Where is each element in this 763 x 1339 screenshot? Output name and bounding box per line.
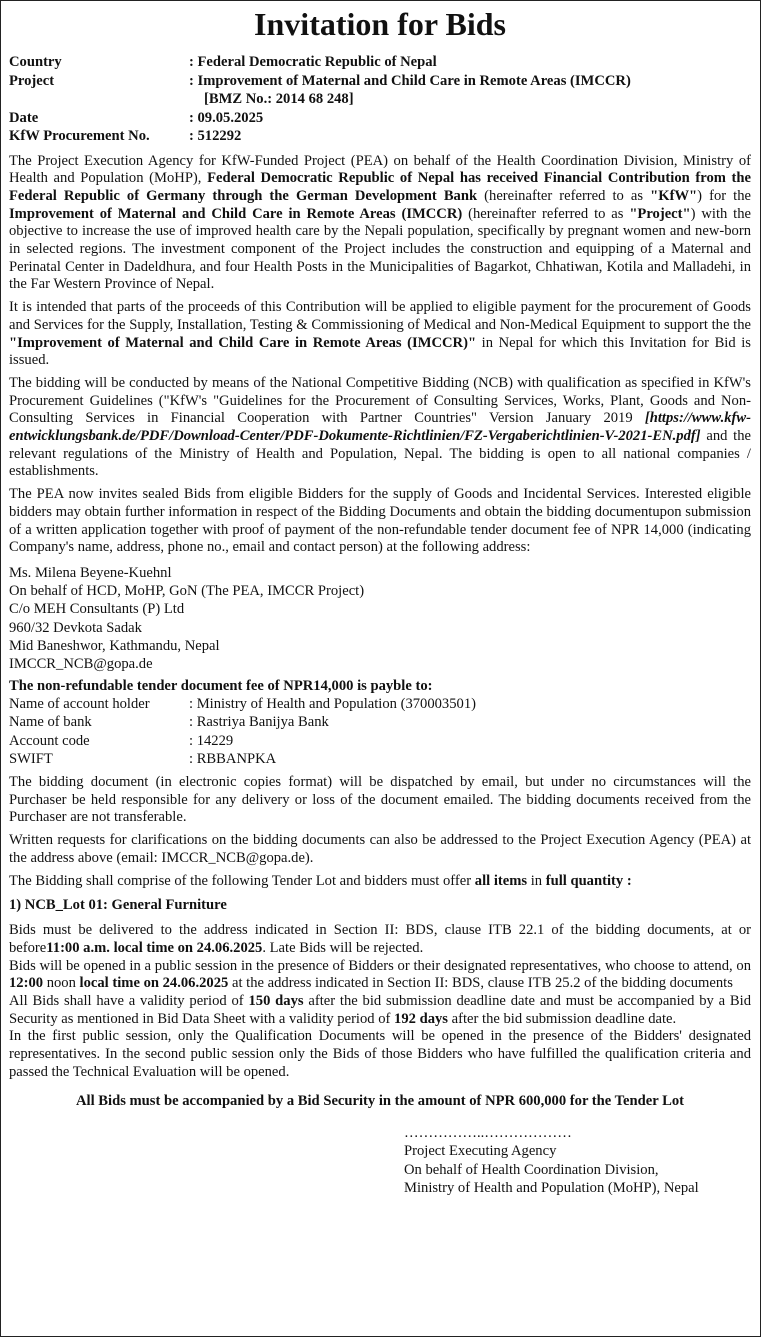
tender-lot: 1) NCB_Lot 01: General Furniture [9,897,227,914]
date-label: Date [9,109,39,126]
bank-row [9,695,751,713]
signature-line: On behalf of Health Coordination Division, [404,1161,659,1178]
text-bold: "Improvement of Maternal and Child Care in Remote Areas (IMCCR)" [9,334,477,351]
paragraph-invitation: The PEA now invites sealed Bids from eligible Bidders for the supply of Goods and Incidental Services. Interested eligible bidders may obtain further information in respect of the Bidding Documents and obtain the bidding documentupon submission of a written application together with proof of payment of the non-refundable tender document fee of NPR 14,000 (indicating Company's name, address, phone no., email and contact person) at the following address: [9,486,751,556]
bank-field-label: SWIFT [9,750,53,767]
signature-dots: ……………..……………… [404,1124,572,1141]
signature-line: Project Executing Agency [404,1143,557,1160]
text: (hereinafter referred to as [477,187,651,204]
bank-row [9,732,751,750]
bank-field-label: Name of bank [9,714,92,731]
address-line: Mid Baneshwor, Kathmandu, Nepal [9,637,220,654]
country-label: Country [9,54,62,70]
fee-heading: The non-refundable tender document fee of NPR14,000 is payble to: [9,678,433,695]
project-label: Project [9,72,55,89]
text: Bids will be opened in a public session in the presence of Bidders or their designated representatives, who choose to attend, on [9,957,751,974]
text-bold: Federal Democratic Republic of Nepal has received Financial Contribution from the Federal Republic of Germany through the German Development Bank [9,170,751,204]
bmz-number: [BMZ No.: 2014 68 248] [204,91,354,107]
text-bold: local time on 24.06.2025 [79,975,229,992]
text: It is intended that parts of the proceeds of this Contribution will be applied to eligible payment for the procurement of Goods and Services for the Supply, Installation, Testing & Commissioning of Medical and Non-Medical Equipment to support the the [9,299,751,333]
bank-details [9,695,751,768]
date-value: : 09.05.2025 [189,109,264,126]
text-bold: "Project" [629,205,691,222]
metadata-block [9,53,751,146]
text: after the bid submission deadline date. [447,1010,677,1027]
text: noon [43,975,80,992]
address-line: C/o MEH Consultants (P) Ltd [9,601,185,618]
paragraph-clarifications: Written requests for clarifications on the bidding documents can also be addressed to the Project Execution Agency (PEA) at the address above (email: IMCCR_NCB@gopa.de). [9,832,751,866]
text-bold: Improvement of Maternal and Child Care in Remote Areas (IMCCR) [9,205,463,222]
text: ) for the [697,187,751,204]
guidelines-link[interactable]: [https://www.kfw-entwicklungsbank.de/PDF/Download-Center/PDF-Dokumente-Richtlinien/FZ-Vergaberichtlinien-V-2021-EN.pdf] [9,410,751,445]
text-bold: 12:00 [9,975,44,992]
bank-field-label: Account code [9,732,90,749]
address-line: 960/32 Devkota Sadak [9,619,142,636]
text: Bids must be delivered to the address indicated in Section II: BDS, clause ITB 22.1 of the bidding documents, at or before [9,922,751,956]
paragraph-validity [9,993,751,1028]
bank-field-value: : Ministry of Health and Population (370003501) [189,696,476,713]
paragraph-dispatch: The bidding document (in electronic copies format) will be dispatched by email, but under no circumstances will the Purchaser be held responsible for any delivery or loss of the document emailed. The bidding documents received from the Purchaser are not transferable. [9,774,751,826]
procurement-row [9,127,751,146]
bank-field-value: : RBBANPKA [189,750,277,767]
text: and the relevant regulations of the Ministry of Health and Population, Nepal. The bidding is open to all national companies / establishments. [9,428,751,480]
page-title: Invitation for Bids [254,6,506,42]
text: in Nepal for which this Invitation for Bid is issued. [9,334,751,369]
bank-field-label: Name of account holder [9,696,150,713]
text-bold: full quantity : [545,872,632,889]
address-line: On behalf of HCD, MoHP, GoN (The PEA, IMCCR Project) [9,583,365,600]
text: The Bidding shall comprise of the following Tender Lot and bidders must offer [9,872,475,889]
procurement-value: : 512292 [189,128,242,144]
paragraph-sessions: In the first public session, only the Qualification Documents will be opened in the presence of the Bidders' designated representatives. In the second public session only the Bids of those Bidders who have fulfilled the qualification criteria and passed the Technical Evaluation will be opened. [9,1028,751,1080]
text-bold: 192 days [394,1010,448,1027]
project-value: : Improvement of Maternal and Child Care in Remote Areas (IMCCR) [189,72,631,89]
paragraph-delivery [9,922,751,957]
bid-security-statement: All Bids must be accompanied by a Bid Security in the amount of NPR 600,000 for the Tender Lot [76,1092,684,1109]
signature-block [404,1124,751,1198]
project-row [9,72,751,91]
bank-row [9,713,751,731]
text: ) with the objective to increase the use of improved health care by the Nepali population, specifically by pregnant women and new-born in selected regions. The investment component of the Project includes the construction and equipping of a Maternal and Perinatal Center in Dadeldhura, and four Health Posts in the Municipalities of Bagarkot, Chhatiwan, Kotila and Malladehi, in the Far Western Province of Nepal. [9,205,751,293]
paragraph-lot-intro [9,873,751,891]
text-bold: all items [474,872,528,889]
country-row [9,53,751,72]
text: . Late Bids will be rejected. [262,939,424,956]
paragraph-proceeds [9,299,751,370]
date-row [9,109,751,128]
bank-field-value: : 14229 [189,732,234,749]
text: All Bids shall have a validity period of [9,993,249,1010]
contact-address [9,564,751,673]
text: The bidding will be conducted by means of the National Competitive Bidding (NCB) with qualification as specified in KfW's Procurement Guidelines ("KfW's "Guidelines for the Procurement of Consulting Services, Works, Plant, Goods and Non-Consulting Services in Financial Cooperation with Partner Countries" Version January 2019 [9,374,751,427]
text: at the address indicated in Section II: BDS, clause ITB 25.2 of the bidding documents [228,975,733,992]
paragraph-opening [9,958,751,993]
paragraph-bidding-method [9,375,751,481]
text: (hereinafter referred to as [462,205,630,222]
address-line: Ms. Milena Beyene-Kuehnl [9,564,172,581]
text: in [527,872,546,889]
bank-field-value: : Rastriya Banijya Bank [189,714,329,731]
contact-email[interactable]: IMCCR_NCB@gopa.de [9,655,153,672]
text: The Project Execution Agency for KfW-Funded Project (PEA) on behalf of the Health Coordination Division, Ministry of Health and Population (MoHP), [9,152,751,187]
text-bold: 150 days [248,993,304,1010]
signature-line: Ministry of Health and Population (MoHP), Nepal [404,1180,699,1197]
procurement-label: KfW Procurement No. [9,128,150,144]
text-bold: 11:00 a.m. local time on 24.06.2025 [46,939,263,956]
country-value: : Federal Democratic Republic of Nepal [189,54,437,70]
text: after the bid submission deadline date and must be accompanied by a Bid Security as mentioned in Bid Data Sheet with a validity period of [9,993,752,1027]
paragraph-intro [9,153,751,295]
text-bold: "KfW" [650,187,698,204]
bank-row [9,750,751,768]
